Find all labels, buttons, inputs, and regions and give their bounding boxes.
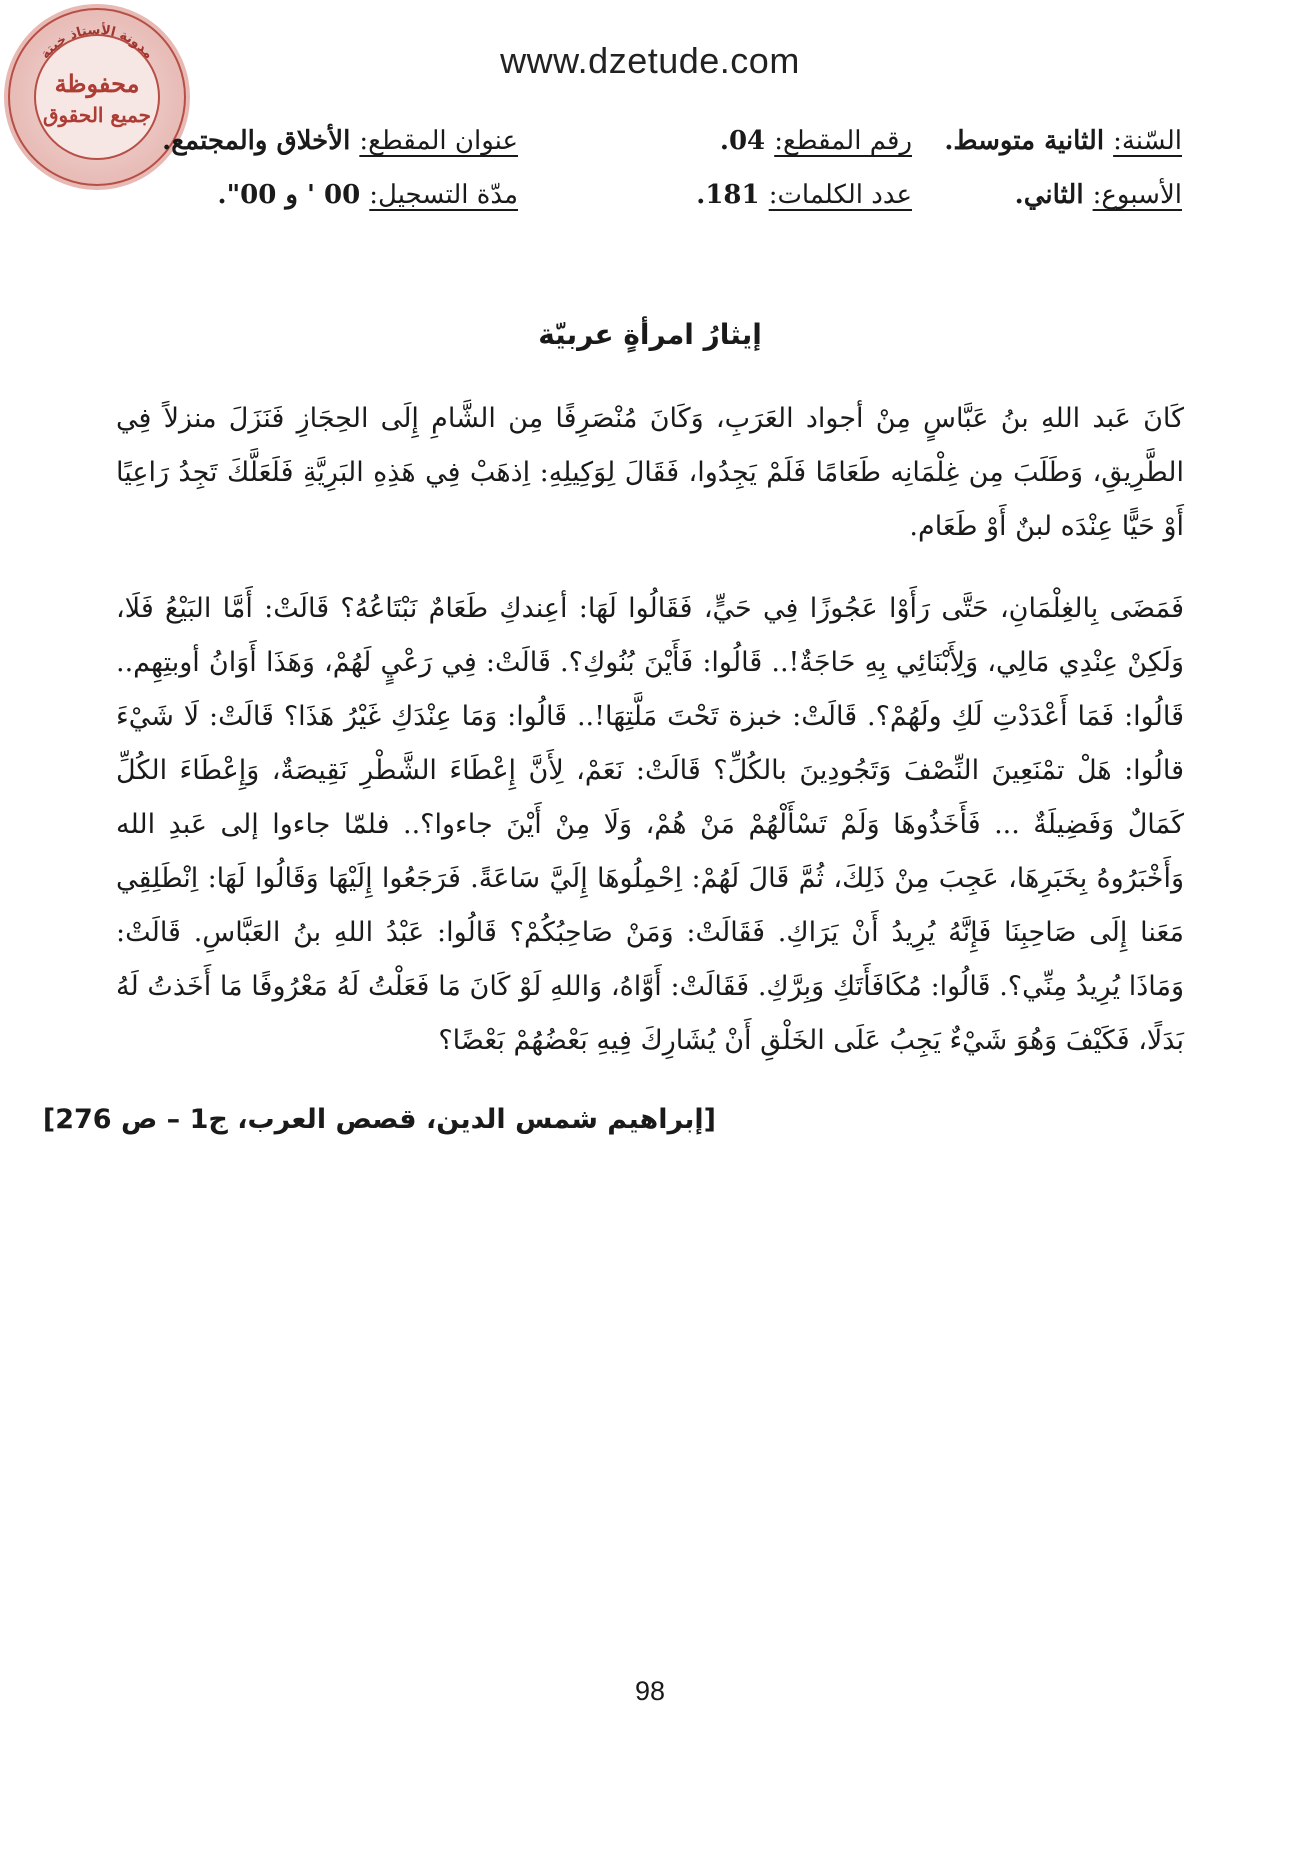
meta-word-count-value: 181. xyxy=(696,180,769,210)
meta-row-2 xyxy=(102,180,1182,210)
meta-word-count-label: عدد الكلمات: xyxy=(768,180,912,210)
source-citation: [إبراهيم شمس الدين، قصص العرب، ج1 – ص 276] xyxy=(42,1104,716,1135)
stamp-top-text: مدونة الأستاذ خيتة xyxy=(37,22,157,62)
meta-unit-number xyxy=(518,126,912,156)
copyright-stamp-watermark xyxy=(4,4,190,190)
meta-row-1 xyxy=(102,126,1182,156)
paragraph-2: فَمَضَى بِالغِلْمَانِ، حَتَّى رَأَوْا عَجُوزًا فِي حَيٍّ، فَقَالُوا لَهَا: أعِندكِ طَعَامٌ نَبْتَاعُهُ؟ قَالَتْ: أَمَّا البَيْعُ فَلَا، وَلَكِنْ عِنْدِي مَالِي، وَلِأَبْنَائِي بِهِ حَاجَةٌ!.. قَالُوا: فَأَيْنَ بُنُوكِ؟. قَالَتْ: فِي رَعْيٍ لَهُمْ، وَهَذَا أَوَانُ أوبتِهِم.. قَالُوا: فَمَا أَعْدَدْتِ لَكِ ولَهُمْ؟. قَالَتْ: خبزة تَحْتَ مَلَّتِهَا!.. قَالُوا: وَمَا عِنْدَكِ غَيْرُ هَذَا؟ قَالَتْ: لَا شَيْءَ قالُوا: هَلْ تمْنَعِينَ النِّصْفَ وَتَجُودِينَ بالكُلِّ؟ قَالَتْ: نَعَمْ، لِأَنَّ إِعْطَاءَ الشَّطْرِ نَقِيصَةٌ، وَإِعْطَاءَ الكُلِّ كَمَالٌ وَفَضِيلَةٌ ... فَأَخَذُوهَا وَلَمْ تَسْأَلْهُمْ مَنْ هُمْ، وَلَا مِنْ أَيْنَ جاءوا؟.. فلمّا جاءوا إلى عَبدِ الله وَأَخْبَرُوهُ بِخَبَرِهَا، عَجِبَ مِنْ ذَلِكَ، ثُمَّ قَالَ لَهُمْ: اِحْمِلُوهَا إِلَيَّ سَاعَةً. فَرَجَعُوا إِلَيْهَا وَقَالُوا لَهَا: اِنْطَلِقِي مَعَنا إِلَى صَاحِبِنَا فَإِنَّهُ يُرِيدُ أَنْ يَرَاكِ. فَقَالَتْ: وَمَنْ صَاحِبُكُمْ؟ قَالُوا: عَبْدُ اللهِ بنُ العَبَّاسِ. قَالَتْ: وَمَاذَا يُرِيدُ مِنِّي؟. قَالُوا: مُكَافَأَتَكِ وَبِرَّكِ. فَقَالَتْ: أَوَّاهُ، وَاللهِ لَوْ كَانَ مَا فَعَلْتُ لَهُ مَعْرُوفًا مَا أَخَذتُ لَهُ بَدَلًا، فَكَيْفَ وَهُوَ شَيْءٌ يَجِبُ عَلَى الخَلْقِ أَنْ يُشَارِكَ فِيهِ بَعْضُهُمْ بَعْضًا؟ xyxy=(116,593,1184,1056)
meta-year-value: الثانية متوسط. xyxy=(944,126,1114,156)
meta-recording-duration-value: 00 ' و 00". xyxy=(217,180,370,210)
meta-year xyxy=(912,126,1182,156)
site-url: www.dzetude.com xyxy=(500,40,800,81)
meta-unit-title-value: الأخلاق والمجتمع. xyxy=(162,126,360,156)
meta-week-value: الثاني. xyxy=(1014,180,1093,210)
meta-word-count xyxy=(518,180,912,210)
meta-week xyxy=(912,180,1182,210)
meta-unit-number-value: 04. xyxy=(719,126,775,156)
page-number: 98 xyxy=(634,1676,666,1706)
meta-unit-title xyxy=(158,126,518,156)
meta-recording-duration-label: مدّة التسجيل: xyxy=(369,180,518,210)
document-title: إيثارُ امرأةٍ عربيّة xyxy=(538,318,762,351)
stamp-center-line2: جميع الحقوق xyxy=(42,103,152,127)
stamp-center-line1: محفوظة xyxy=(54,69,140,98)
stamp-graphic xyxy=(4,4,190,190)
meta-unit-title-label: عنوان المقطع: xyxy=(359,126,518,156)
meta-week-label: الأسبوع: xyxy=(1092,180,1182,210)
meta-unit-number-label: رقم المقطع: xyxy=(774,126,912,156)
meta-year-label: السّنة: xyxy=(1113,126,1182,156)
paragraph-1: كَانَ عَبد اللهِ بنُ عَبَّاسٍ مِنْ أجواد العَرَبِ، وَكَانَ مُنْصَرِفًا مِن الشَّامِ إِلَى الحِجَازِ فَنَزَلَ منزلاً فِي الطَّرِيقِ، وَطَلَبَ مِن غِلْمَانِه طَعَامًا فَلَمْ يَجِدُوا، فَقَالَ لِوَكِيلِهِ: اِذهَبْ فِي هَذِهِ البَرِيَّةِ فَلَعَلَّكَ تَجِدُ رَاعِيًا أَوْ حَيًّا عِنْدَه لبنٌ أَوْ طَعَام. xyxy=(116,403,1184,542)
meta-recording-duration xyxy=(158,180,518,210)
